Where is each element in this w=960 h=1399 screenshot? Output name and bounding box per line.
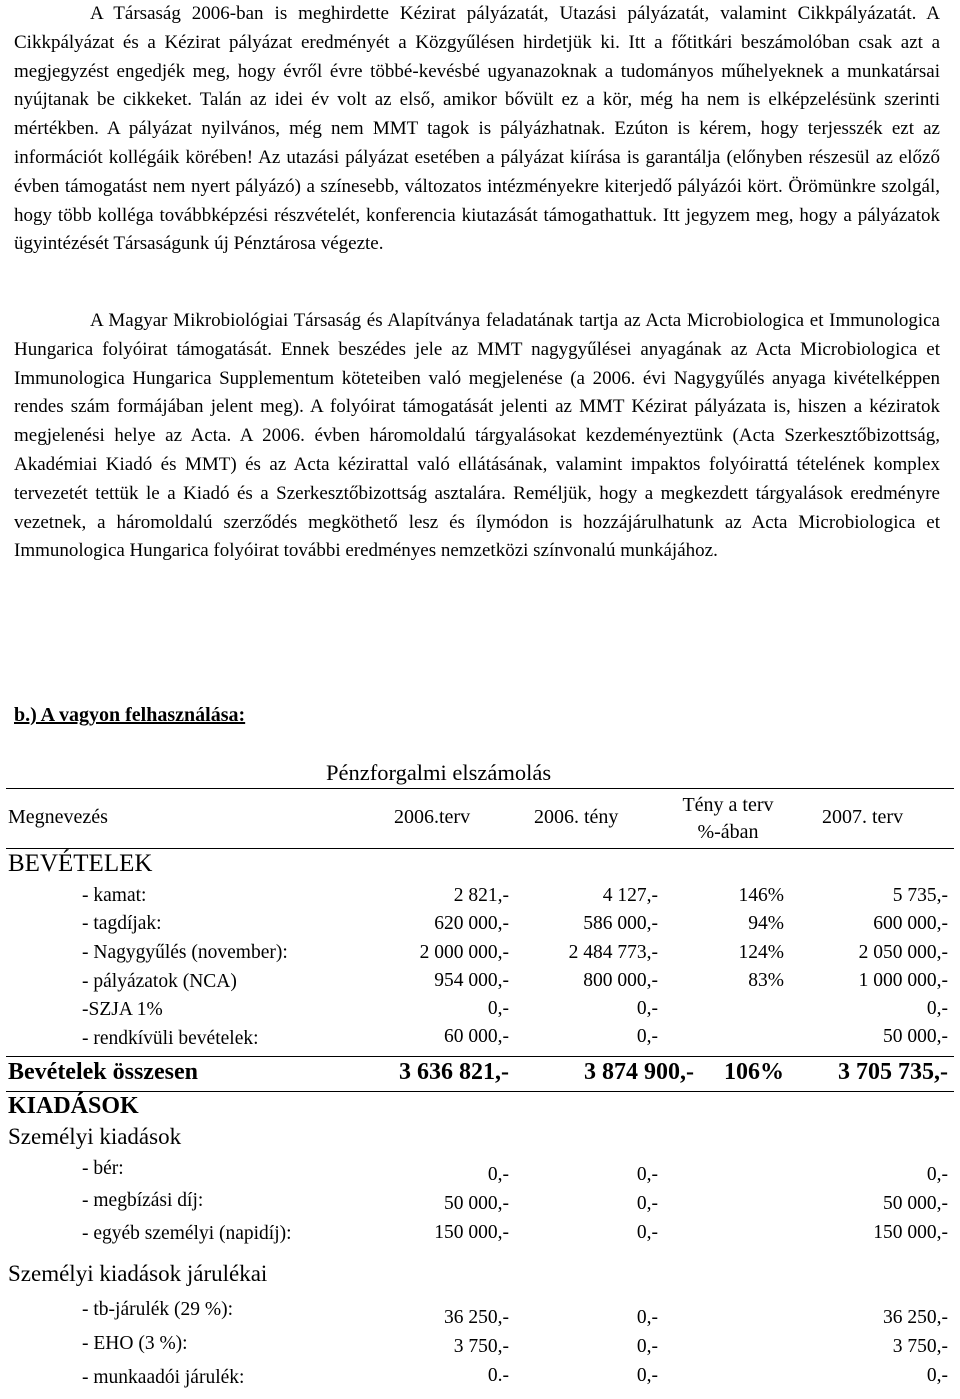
row-actual2006: 0,- (636, 1193, 658, 1214)
row-actual2006: 800 000,- (583, 970, 658, 991)
income-heading: BEVÉTELEK (8, 850, 153, 877)
row-plan2006: 2 821,- (453, 885, 509, 906)
row-label: - munkaadói járulék: (82, 1367, 245, 1388)
row-plan2006: 50 000,- (444, 1193, 509, 1214)
row-label: -SZJA 1% (82, 999, 163, 1020)
row-label: - tagdíjak: (82, 913, 162, 934)
row-plan2007: 50 000,- (883, 1026, 948, 1047)
header-plan2006: 2006.terv (394, 806, 471, 828)
row-plan2007: 1 000 000,- (858, 970, 948, 991)
row-actual2006: 0,- (636, 1336, 658, 1357)
paragraph-acta-text: A Magyar Mikrobiológiai Társaság és Alapítványa feladatának tartja az Acta Microbiologica et Immunologica Hungarica folyóirat támogatását. Ennek beszédes jele az MMT nagygyűlései anyagának az Acta Microbiologica et Immunologica Hungarica Supplementum köteteiben való megjelenése (a 2006. évi Nagygyűlés anyaga kivételképpen rendes szám formájában jelent meg). A folyóirat támogatását jelenti az MMT Kézirat pályázata is, hiszen a kéziratok megjelenési helye az Acta. A 2006. évben háromoldalú tárgyalásokat kezdeményeztünk (Acta Szerkesztőbizottság, Akadémiai Kiadó és MMT) és az Acta kézirattal való ellátásának, valamint impaktos folyóirattá tételének komplex tervezetét tettük le a Kiadó és a Szerkesztőbizottság asztalára. Reméljük, hogy a megkezdett tárgyalások eredményre vezetnek, a háromoldalú szerződés megköthető lesz és ílymódon is hozzájárulhatunk az Acta Microbiologica et Immunologica Hungarica folyóirat további eredményes nemzetközi színvonalú munkájához. (14, 310, 940, 562)
income-total-actual2006: 3 874 900,- (584, 1059, 694, 1085)
row-actual2006: 0,- (636, 1026, 658, 1047)
personal-heading: Személyi kiadások (8, 1124, 182, 1149)
row-plan2006: 2 000 000,- (419, 942, 509, 963)
row-plan2007: 0,- (926, 998, 948, 1019)
header-pct-line1: Tény a terv (682, 794, 774, 816)
row-label: - egyéb személyi (napidíj): (82, 1223, 292, 1244)
row-plan2006: 3 750,- (453, 1336, 509, 1357)
table-title: Pénzforgalmi elszámolás (326, 760, 552, 785)
row-actual2006: 0,- (636, 998, 658, 1019)
row-actual2006: 0,- (636, 1365, 658, 1386)
header-pct (670, 792, 786, 846)
row-plan2007: 2 050 000,- (858, 942, 948, 963)
row-pct: 83% (748, 970, 784, 991)
paragraph-calls (14, 0, 940, 259)
income-total-plan2006: 3 636 821,- (399, 1059, 509, 1085)
row-label: - Nagygyűlés (november): (82, 942, 288, 963)
row-plan2007: 5 735,- (892, 885, 948, 906)
contrib-heading: Személyi kiadások járulékai (8, 1261, 268, 1286)
row-label: - pályázatok (NCA) (82, 971, 237, 992)
row-pct: 124% (738, 942, 784, 963)
income-total-top-border (6, 1056, 954, 1057)
row-label: - bér: (82, 1158, 124, 1179)
row-actual2006: 0,- (636, 1164, 658, 1185)
row-plan2007: 36 250,- (883, 1307, 948, 1328)
row-label: - tb-járulék (29 %): (82, 1299, 234, 1320)
row-plan2007: 0,- (926, 1164, 948, 1185)
row-plan2006: 60 000,- (444, 1026, 509, 1047)
row-label: - rendkívüli bevételek: (82, 1028, 259, 1049)
row-pct: 146% (738, 885, 784, 906)
row-plan2006: 954 000,- (434, 970, 509, 991)
row-actual2006: 0,- (636, 1222, 658, 1243)
income-total-label: Bevételek összesen (8, 1059, 198, 1085)
table-top-border (6, 788, 954, 789)
header-plan2007: 2007. terv (822, 806, 904, 828)
row-plan2007: 600 000,- (873, 913, 948, 934)
paragraph-acta (14, 307, 940, 566)
row-pct: 94% (748, 913, 784, 934)
row-actual2006: 0,- (636, 1307, 658, 1328)
row-plan2007: 3 750,- (892, 1336, 948, 1357)
header-bottom-border (6, 848, 954, 849)
expense-heading: KIADÁSOK (8, 1093, 139, 1119)
paragraph-calls-text: A Társaság 2006-ban is meghirdette Kézirat pályázatát, Utazási pályázatát, valamint Cikkpályázatát. A Cikkpályázat és a Kézirat pályázat eredményét a Közgyűlésen hirdetjük ki. Itt a főtitkári beszámolóban csak azt a megjegyzést engedjék meg, hogy évről évre többé-kevésbé ugyanazoknak a tudományos műhelyeknek a munkatársai nyújtanak be cikkeket. Talán az idei év volt az első, amikor bővült ez a kör, még ha nem is elképzelésünk szerinti mértékben. A pályázat nyilvános, még nem MMT tagok is pályázhatnak. Ezúton is kérem, hogy terjesszék ezt az információt kollégáik körében! Az utazási pályázat esetében a pályázat kiírása is garantálja (előnyben részesül az előző évben támogatást nem nyert pályázó) a színesebb, változatos intézményekre kiterjedő pályázói kört. Örömünkre szolgál, hogy több kolléga továbbképzési részvételét, konferencia kiutazását támogathattuk. Itt jegyzem meg, hogy a pályázatok ügyintézését Társaságunk új Pénztárosa végezte. (14, 3, 940, 255)
income-total-plan2007: 3 705 735,- (838, 1059, 948, 1085)
row-label: - kamat: (82, 885, 147, 906)
row-plan2007: 0,- (926, 1365, 948, 1386)
header-actual2006: 2006. tény (534, 806, 619, 828)
row-plan2006: 0,- (487, 1164, 509, 1185)
row-plan2007: 50 000,- (883, 1193, 948, 1214)
row-plan2006: 150 000,- (434, 1222, 509, 1243)
row-actual2006: 4 127,- (602, 885, 658, 906)
row-plan2006: 620 000,- (434, 913, 509, 934)
header-name: Megnevezés (8, 806, 108, 828)
row-plan2006: 0,- (487, 998, 509, 1019)
row-plan2006: 0.- (487, 1365, 509, 1386)
income-total-bottom-border (6, 1091, 954, 1092)
row-plan2007: 150 000,- (873, 1222, 948, 1243)
row-actual2006: 2 484 773,- (568, 942, 658, 963)
row-label: - EHO (3 %): (82, 1333, 188, 1354)
section-heading: b.) A vagyon felhasználása: (14, 704, 246, 726)
row-plan2006: 36 250,- (444, 1307, 509, 1328)
row-label: - megbízási díj: (82, 1190, 204, 1211)
row-actual2006: 586 000,- (583, 913, 658, 934)
header-pct-line2: %-ában (697, 821, 759, 843)
income-total-pct: 106% (724, 1059, 784, 1085)
